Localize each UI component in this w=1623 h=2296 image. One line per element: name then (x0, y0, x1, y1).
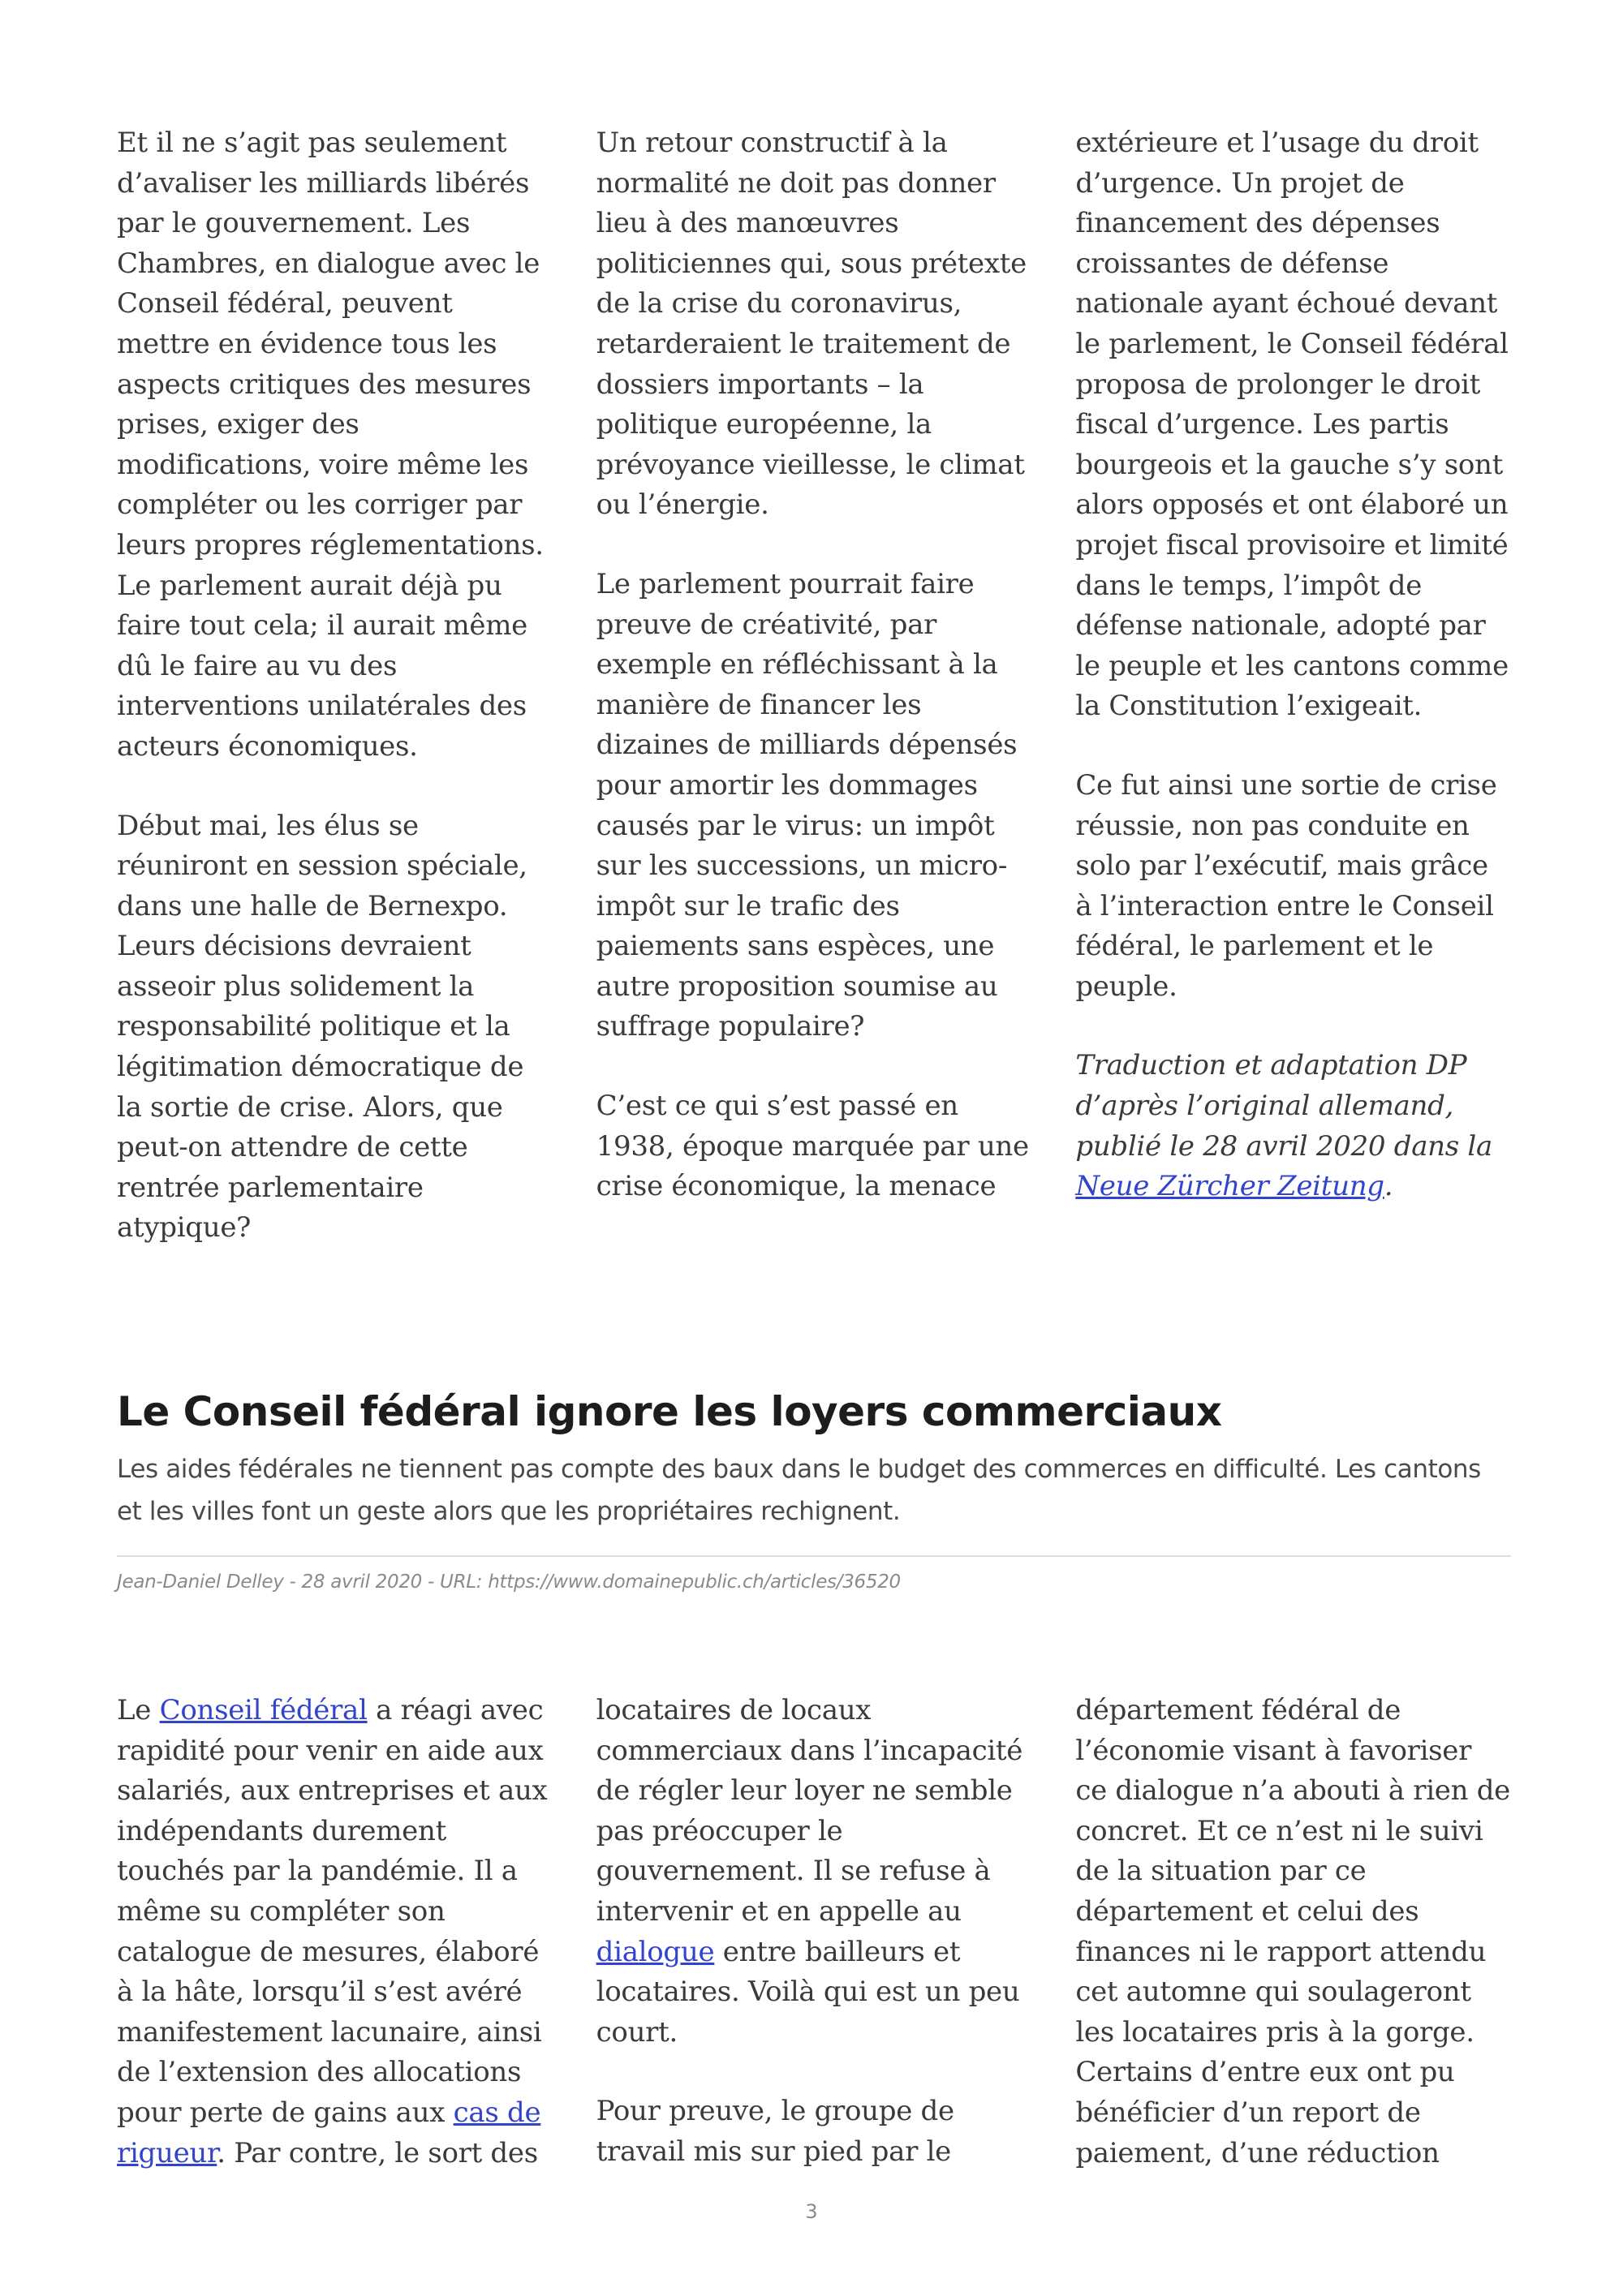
paragraph: Et il ne s’agit pas seulement d’avaliser les milliards libérés par le gouvernement. Les Chambres, en dialogue avec le Conseil fédéral, peuvent mettre en évidence tous les aspects critiques des mesures prises, exiger des modifications, voire même les compléter ou les corriger par leurs propres réglementations. Le parlement aurait déjà pu faire tout cela; il aurait même dû le faire au vu des interventions unilatérales des acteurs économiques. (117, 127, 544, 763)
nzz-link[interactable]: Neue Zürcher Zeitung (1075, 1170, 1384, 1203)
column-1 (117, 123, 553, 1288)
paragraph: Début mai, les élus se réuniront en session spéciale, dans une halle de Bernexpo. Leurs décisions devraient asseoir plus solidement la responsabilité politique et la légitimation démocratique de la sortie de crise. Alors, que peut-on attendre de cette rentrée parlementaire atypique? (117, 809, 527, 1245)
paragraph: Ce fut ainsi une sortie de crise réussie, non pas conduite en solo par l’exécutif, mais grâce à l’interaction entre le Conseil fédéral, le parlement et le peuple. (1075, 768, 1497, 1003)
dialogue-link[interactable]: dialogue (596, 1935, 715, 1968)
credit-text: Traduction et adaptation DP d’après l’original allemand, publié le 28 avril 2020 dans la (1075, 1049, 1492, 1163)
paragraph: Le parlement pourrait faire preuve de créativité, par exemple en réfléchissant à la manière de financer les dizaines de milliards dépensés pour amortir les dommages causés par le virus: un impôt sur les successions, un micro-impôt sur le trafic des paiements sans espèces, une autre proposition soumise au suffrage populaire? (596, 567, 1018, 1043)
translation-credit (1075, 1046, 1511, 1206)
text: locataires de locaux commerciaux dans l’incapacité de régler leur loyer ne semble pas préoccuper le gouvernement. Il se refuse à intervenir et en appelle au (596, 1694, 1023, 1928)
article-columns (117, 1691, 1511, 2212)
paragraph (117, 1691, 553, 2173)
paragraph: Pour preuve, le groupe de travail mis sur pied par le (596, 2095, 954, 2168)
article-lede: Les aides fédérales ne tiennent pas compte des baux dans le budget des commerces en difficulté. Les cantons et les villes font un geste alors que les propriétaires rechignent. (117, 1455, 1481, 1526)
text: . Par contre, le sort des (217, 2136, 538, 2169)
column-1 (117, 1691, 553, 2212)
column-2 (596, 1691, 1032, 2212)
page-number: 3 (805, 2200, 818, 2223)
paragraph: C’est ce qui s’est passé en 1938, époque marquée par une crise économique, la menace (596, 1090, 1029, 1203)
paragraph (596, 1691, 1032, 2053)
article-header (117, 1383, 1511, 1593)
text: entre bailleurs et locataires. Voilà qui est un peu court. (596, 1935, 1020, 2049)
cas-de-rigueur-link[interactable]: cas de rigueur (117, 2096, 541, 2169)
paragraph: Un retour constructif à la normalité ne doit pas donner lieu à des manœuvres politiciennes qui, sous prétexte de la crise du coronavirus, retarderaient le traitement de dossiers importants – la politique européenne, la prévoyance vieillesse, le climat ou l’énergie. (596, 127, 1027, 522)
previous-article-columns (117, 123, 1511, 1288)
credit-end: . (1384, 1170, 1393, 1203)
column-3 (1075, 1691, 1511, 2212)
text: a réagi avec rapidité pour venir en aide aux salariés, aux entreprises et aux indépendants durement touchés par la pandémie. Il a même su compléter son catalogue de mesures, élaboré à la hâte, lorsqu’il s’est avéré manifestement lacunaire, ainsi de l’extension des allocations pour perte de gains aux (117, 1694, 548, 2129)
conseil-federal-link[interactable]: Conseil fédéral (159, 1694, 368, 1726)
article-byline: Jean-Daniel Delley - 28 avril 2020 - URL: https://www.domainepublic.ch/articles/36520 (117, 1572, 901, 1593)
article-headline: Le Conseil fédéral ignore les loyers commerciaux (117, 1388, 1222, 1435)
column-2 (596, 123, 1032, 1288)
divider (117, 1555, 1511, 1557)
paragraph: département fédéral de l’économie visant à favoriser ce dialogue n’a abouti à rien de concret. Et ce n’est ni le suivi de la situation par ce département et celui des finances ni le rapport attendu cet automne qui soulageront les locataires pris à la gorge. Certains d’entre eux ont pu bénéficier d’un report de paiement, d’une réduction (1075, 1694, 1510, 2169)
column-3 (1075, 123, 1511, 1288)
text: Le (117, 1694, 160, 1726)
paragraph: extérieure et l’usage du droit d’urgence. Un projet de financement des dépenses croissantes de défense nationale ayant échoué devant le parlement, le Conseil fédéral proposa de prolonger le droit fiscal d’urgence. Les partis bourgeois et la gauche s’y sont alors opposés et ont élaboré un projet fiscal provisoire et limité dans le temps, l’impôt de défense nationale, adopté par le peuple et les cantons comme la Constitution l’exigeait. (1075, 127, 1509, 723)
